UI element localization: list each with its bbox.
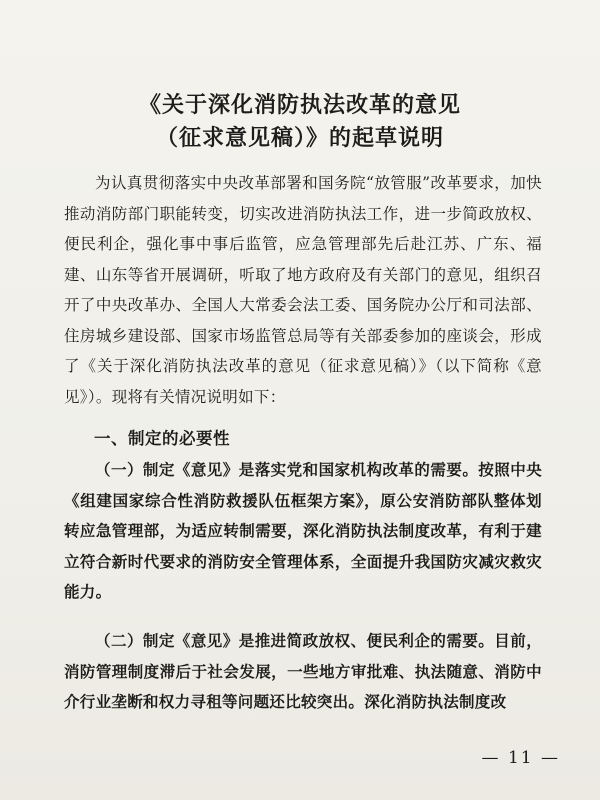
page-number: — 11 — xyxy=(481,748,560,768)
paragraph-one: （一）制定《意见》是落实党和国家机构改革的需要。按照中央《组建国家综合性消防救援队伍框架方案》，原公安消防部队整体划转应急管理部，为适应转制需要，深化消防执法制度改革，有利于建立符合新时代要求的消防安全管理体系，全面提升我国防灾减灾救灾能力。 xyxy=(64,460,542,601)
intro-paragraph: 为认真贯彻落实中央改革部署和国务院“放管服”改革要求，加快推动消防部门职能转变，切实改进消防执法工作，进一步简政放权、便民利企，强化事中事后监管，应急管理部先后赴江苏、广东、福建、山东等省开展调研，听取了地方政府及有关部门的意见，组织召开了中央改革办、全国人大常委会法工委、国务院办公厅和司法部、住房城乡建设部、国家市场监管总局等有关部委参加的座谈会，形成了《关于深化消防执法改革的意见（征求意见稿）》（以下简称《意见》）。现将有关情况说明如下： xyxy=(64,174,542,406)
section-heading: 一、制定的必要性 xyxy=(94,429,230,448)
paragraph-two: （二）制定《意见》是推进简政放权、便民利企的需要。目前，消防管理制度滞后于社会发展，一些地方审批难、执法随意、消防中介行业垄断和权力寻租等问题还比较突出。深化消防执法制度改 xyxy=(64,631,542,711)
document-title-line-2: （征求意见稿）》的起草说明 xyxy=(155,125,444,151)
document-title-line-1: 《关于深化消防执法改革的意见 xyxy=(138,92,461,118)
